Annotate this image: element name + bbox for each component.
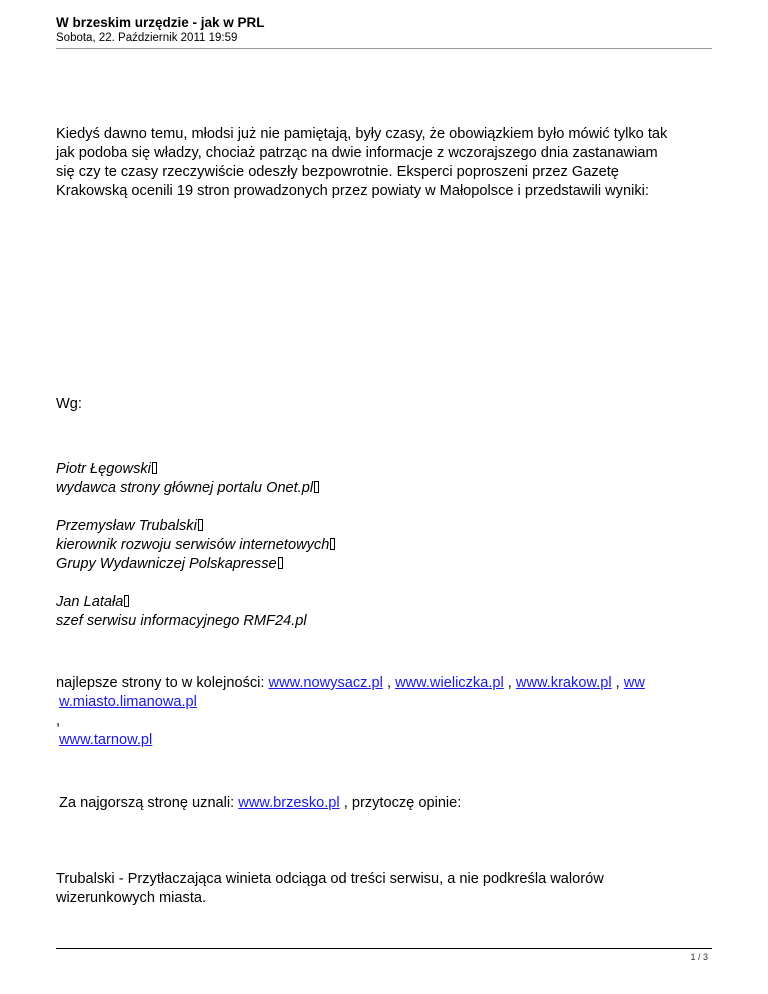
separator: ,: [503, 675, 516, 691]
expert-role: Grupy Wydawniczej Polskapresse: [56, 556, 277, 572]
worst-intro: Za najgorszą stronę uznali:: [59, 795, 239, 811]
expert-entry: [56, 593, 716, 631]
text-line: Krakowską ocenili 19 stron prowadzonych przez powiaty w Małopolsce i przedstawili wyniki:: [56, 183, 649, 199]
missing-glyph-icon: [198, 519, 203, 531]
worst-outro: , przytoczę opinie:: [339, 795, 462, 811]
expert-name: Piotr Łęgowski: [56, 461, 151, 477]
expert-name: Przemysław Trubalski: [56, 518, 197, 534]
link-tarnow[interactable]: www.tarnow.pl: [59, 732, 153, 748]
expert-entry: [56, 517, 716, 574]
expert-name-line: [56, 517, 716, 536]
trubalski-opinion: [56, 870, 716, 908]
expert-entry: [56, 460, 716, 498]
best-sites-line: [56, 674, 716, 693]
best-sites-intro: najlepsze strony to w kolejności:: [56, 675, 269, 691]
page-number: 1 / 3: [690, 952, 708, 962]
expert-role-line: [56, 612, 716, 631]
article-title: W brzeskim urzędzie - jak w PRL: [56, 15, 265, 30]
expert-role: szef serwisu informacyjnego RMF24.pl: [56, 613, 307, 629]
link-krakow[interactable]: www.krakow.pl: [515, 675, 612, 691]
expert-role: kierownik rozwoju serwisów internetowych: [56, 537, 330, 553]
separator: ,: [611, 675, 624, 691]
best-sites-line: [56, 693, 716, 712]
link-wieliczka[interactable]: www.wieliczka.pl: [395, 675, 504, 691]
text-line: wizerunkowych miasta.: [56, 890, 207, 906]
text-line: Trubalski - Przytłaczająca winieta odciąga od treści serwisu, a nie podkreśla walorów: [56, 871, 604, 887]
missing-glyph-icon: [278, 557, 283, 569]
link-brzesko[interactable]: www.brzesko.pl: [238, 795, 340, 811]
worst-site-paragraph: [59, 794, 719, 813]
wg-label: Wg:: [56, 396, 82, 412]
intro-paragraph: [56, 125, 716, 201]
expert-role-line: [56, 555, 716, 574]
header-divider: [56, 48, 712, 49]
expert-name-line: [56, 460, 716, 479]
text-line: jak podoba się władzy, chociaż patrząc na dwie informacje z wczorajszego dnia zastanawiam: [56, 145, 658, 161]
expert-role-line: [56, 479, 716, 498]
page-header: [56, 14, 712, 46]
text-line: się czy te czasy rzeczywiście odeszły bezpowrotnie. Eksperci poproszeni przez Gazetę: [56, 164, 619, 180]
missing-glyph-icon: [330, 538, 335, 550]
expert-role: wydawca strony głównej portalu Onet.pl: [56, 480, 314, 496]
experts-list: [56, 460, 716, 650]
link-nowysacz[interactable]: www.nowysacz.pl: [268, 675, 383, 691]
expert-name: Jan Latała: [56, 594, 124, 610]
footer-divider: [56, 948, 712, 949]
link-limanowa-part2[interactable]: w.miasto.limanowa.pl: [59, 694, 197, 710]
article-date: Sobota, 22. Październik 2011 19:59: [56, 32, 238, 44]
expert-name-line: [56, 593, 716, 612]
comma-line: ,: [56, 713, 61, 729]
link-limanowa-part1[interactable]: ww: [623, 675, 645, 691]
missing-glyph-icon: [314, 481, 319, 493]
expert-role-line: [56, 536, 716, 555]
missing-glyph-icon: [152, 462, 157, 474]
separator: ,: [382, 675, 396, 691]
missing-glyph-icon: [124, 595, 129, 607]
best-sites-line: [56, 731, 716, 750]
text-line: Kiedyś dawno temu, młodsi już nie pamiętają, były czasy, że obowiązkiem było mówić tylko tak: [56, 126, 668, 142]
best-sites-paragraph: [56, 674, 716, 750]
